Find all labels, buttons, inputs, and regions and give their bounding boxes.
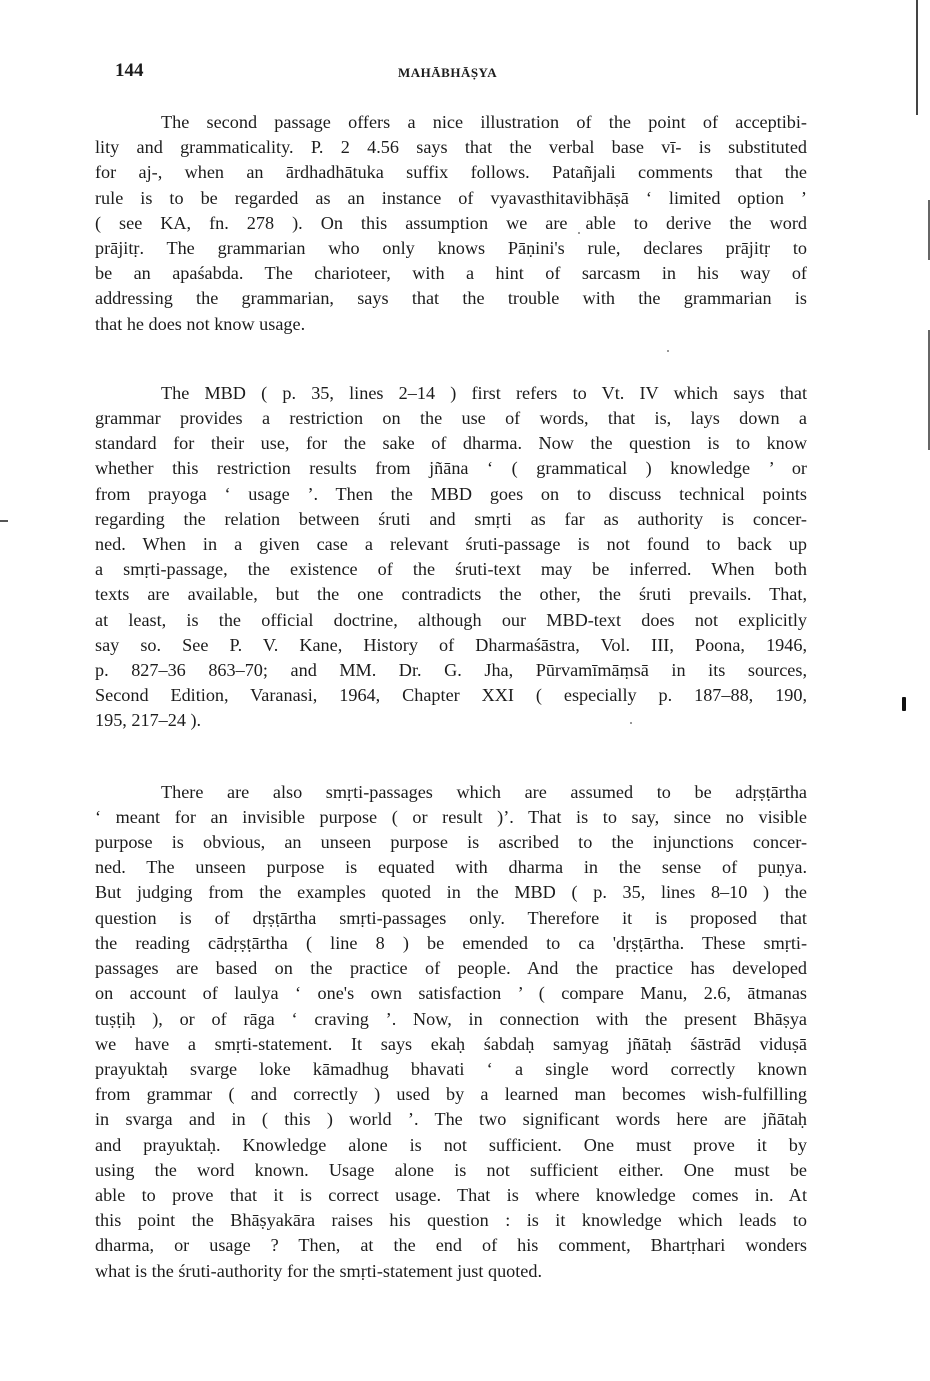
text-line: we have a smṛti-statement. It says ekaḥ śabdaḥ samyag jñātaḥ śāstrād viduṣā xyxy=(95,1033,807,1054)
text-line: whether this restriction results from jñāna ‘ ( grammatical ) knowledge ’ or xyxy=(95,458,807,479)
text-line: prayuktaḥ svarge loke kāmadhug bhavati ‘ a single word correctly known xyxy=(95,1058,807,1079)
text-line: be an apaśabda. The charioteer, with a hint of sarcasm in his way of xyxy=(95,263,807,284)
text-line: say so. See P. V. Kane, History of Dharmaśāstra, Vol. III, Poona, 1946, xyxy=(95,634,807,655)
text-line: using the word known. Usage alone is not sufficient either. One must be xyxy=(95,1159,807,1180)
text-line: this point the Bhāṣyakāra raises his question : is it knowledge which leads to xyxy=(95,1210,807,1231)
text-line: texts are available, but the one contradicts the other, the śruti prevails. That, xyxy=(95,584,807,605)
page-header xyxy=(0,58,930,88)
text-line: a smṛti-passage, the existence of the śruti-text may be inferred. When both xyxy=(95,559,807,580)
text-line: lity and grammaticality. P. 2 4.56 says that the verbal base vī- is substituted xyxy=(95,137,807,158)
text-line: from grammar ( and correctly ) used by a learned man becomes wish-fulfilling xyxy=(95,1084,807,1105)
text-line: passages are based on the practice of people. And the practice has developed xyxy=(95,958,807,979)
paragraph xyxy=(95,381,807,734)
text-line: dharma, or usage ? Then, at the end of his comment, Bhartṛhari wonders xyxy=(95,1235,807,1256)
page-body xyxy=(95,110,807,1284)
text-line: and prayuktaḥ. Knowledge alone is not sufficient. One must prove it by xyxy=(95,1134,807,1155)
text-line: at least, is the official doctrine, although our MBD-text does not explicitly xyxy=(95,609,807,630)
text-line: tuṣṭiḥ ), or of rāga ‘ craving ’. Now, in connection with the present Bhāṣya xyxy=(95,1008,807,1029)
text-line: ned. The unseen purpose is equated with dharma in the sense of puṇya. xyxy=(95,857,807,878)
paragraph xyxy=(95,110,807,337)
paragraph xyxy=(95,780,807,1284)
ink-blot xyxy=(902,697,906,711)
running-title: MAHĀBHĀṢYA xyxy=(398,65,498,80)
text-line: addressing the grammarian, says that the trouble with the grammarian is xyxy=(95,288,807,309)
text-line: grammar provides a restriction on the use of words, that is, lays down a xyxy=(95,408,807,429)
text-line: question is of dṛṣṭārtha smṛti-passages only. Therefore it is proposed that xyxy=(95,907,807,928)
text-line: ‘ meant for an invisible purpose ( or result )’. That is to say, since no visible xyxy=(95,806,807,827)
text-line: able to prove that it is correct usage. That is where knowledge comes in. At xyxy=(95,1184,807,1205)
text-line: Second Edition, Varanasi, 1964, Chapter XXI ( especially p. 187–88, 190, xyxy=(95,685,807,706)
text-line: The second passage offers a nice illustration of the point of acceptibi- xyxy=(161,112,807,132)
text-line: The MBD ( p. 35, lines 2–14 ) first refers to Vt. IV which says that xyxy=(161,382,807,403)
text-line: what is the śruti-authority for the smṛti-statement just quoted. xyxy=(95,1260,543,1281)
text-line: There are also smṛti-passages which are assumed to be adṛṣṭārtha xyxy=(161,781,807,802)
text-line: p. 827–36 863–70; and MM. Dr. G. Jha, Pūrvamīmāṃsā in its sources, xyxy=(95,660,807,681)
text-line: on account of laulya ‘ one's own satisfaction ’ ( compare Manu, 2.6, ātmanas xyxy=(95,983,807,1004)
text-line: that he does not know usage. xyxy=(95,313,306,334)
text-line: purpose is obvious, an unseen purpose is ascribed to the injunctions concer- xyxy=(95,832,807,853)
text-line: prājitṛ. The grammarian who only knows Pāṇini's rule, declares prājitṛ to xyxy=(95,238,807,259)
text-line: for aj-, when an ārdhadhātuka suffix follows. Patañjali comments that the xyxy=(95,162,807,183)
text-line: ned. When in a given case a relevant śruti-passage is not found to back up xyxy=(95,534,807,555)
text-line: standard for their use, for the sake of dharma. Now the question is to know xyxy=(95,433,807,454)
text-line: in svarga and in ( this ) world ’. The two significant words here are jñātaḥ xyxy=(95,1109,807,1130)
text-line: from prayoga ‘ usage ’. Then the MBD goes on to discuss technical points xyxy=(95,483,807,504)
scan-margin-tick xyxy=(0,520,8,522)
text-line: 195, 217–24 ). xyxy=(95,710,202,731)
text-line: rule is to be regarded as an instance of vyavasthitavibhāṣā ‘ limited option ’ xyxy=(95,187,807,208)
text-line: ( see KA, fn. 278 ). On this assumption we are able to derive the word xyxy=(95,212,807,233)
text-line: the reading cādṛṣṭārtha ( line 8 ) be emended to ca 'dṛṣṭārtha. These smṛti- xyxy=(95,932,807,953)
page-number: 144 xyxy=(115,60,144,81)
text-line: But judging from the examples quoted in the MBD ( p. 35, lines 8–10 ) the xyxy=(95,882,807,903)
text-line: regarding the relation between śruti and smṛti as far as authority is concer- xyxy=(95,508,807,529)
